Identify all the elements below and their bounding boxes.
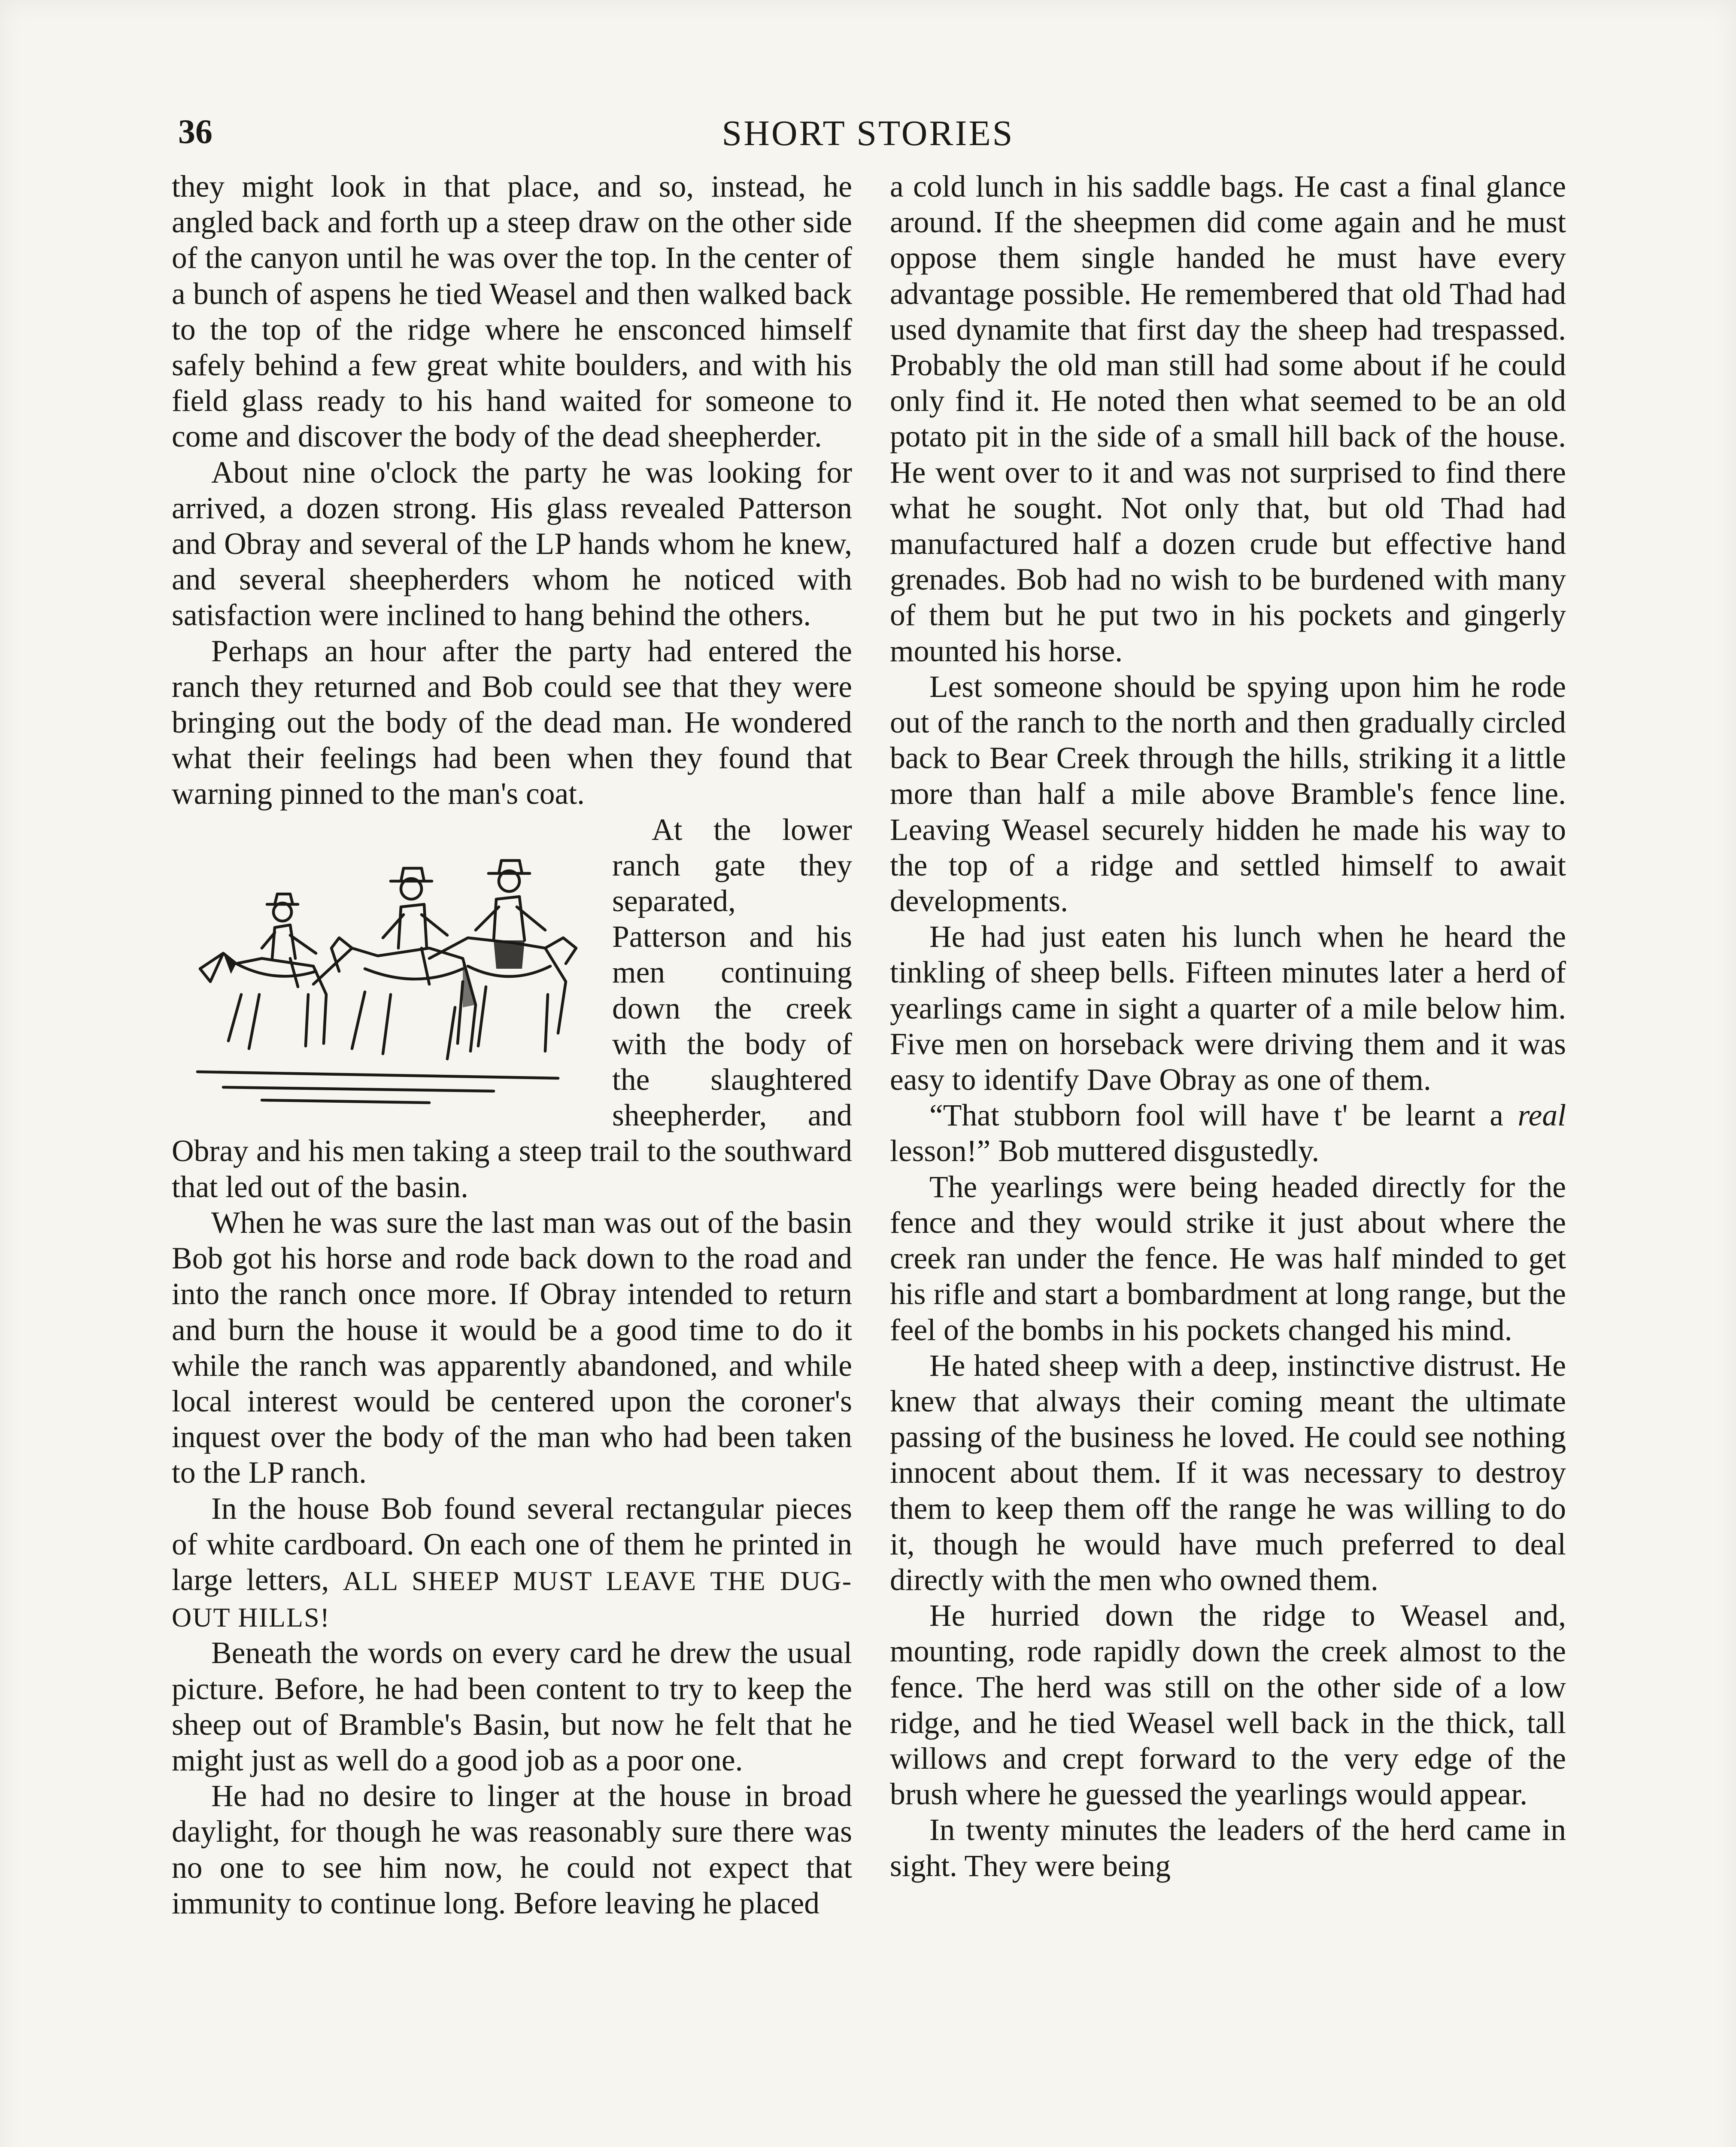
paragraph: Beneath the words on every card he drew the usual picture. Before, he had been content to try to keep the sheep out of Bramble's Basin, but now he felt that he might just as well do a good job as a poor one. [172, 1636, 852, 1777]
running-head: SHORT STORIES [722, 113, 1014, 153]
paragraph [172, 1491, 852, 1636]
paragraph: Lest someone should be spying upon him he rode out of the ranch to the north and then gradually circled back to Bear Creek through the hills, striking it a little more than half a mile above Bramble's fence line. Leaving Weasel securely hidden he made his way to the top of a ridge and settled himself to await developments. [890, 669, 1566, 918]
horsemen-illustration-icon [172, 814, 597, 1119]
paragraph: The yearlings were being headed directly for the fence and they would strike it just about where the creek ran under the fence. He was half minded to get his rifle and start a bombardment at long range, but the feel of the bombs in his pockets changed his mind. [890, 1170, 1566, 1347]
text-run: “That stubborn fool will have t' be learnt a [929, 1098, 1503, 1133]
paragraph: He had just eaten his lunch when he heard the tinkling of sheep bells. Fifteen minutes later a herd of yearlings came in sight a quarter of a mile below him. Five men on horseback were driving them and it was easy to identify Dave Obray as one of them. [890, 920, 1566, 1097]
paragraph: He hated sheep with a deep, instinctive distrust. He knew that always their coming meant the ultimate passing of the business he loved. He could see nothing innocent about them. If it was necessary to destroy them to keep them off the range he was willing to do it, though he would have much preferred to deal directly with the men who owned them. [890, 1348, 1566, 1597]
paragraph: He hurried down the ridge to Weasel and, mounting, rode rapidly down the creek almost to the fence. The herd was still on the other side of a low ridge, and he tied Weasel well back in the thick, tall willows and crept forward to the very edge of the brush where he guessed the yearlings would appear. [890, 1599, 1566, 1812]
emphasis: real [1517, 1098, 1566, 1133]
right-column [890, 169, 1566, 1884]
paragraph [890, 1098, 1566, 1169]
text-run: In the house Bob found several rectangular pieces of white cardboard. On each one of them he printed in large letters, [172, 1491, 852, 1597]
left-column [172, 169, 852, 1921]
paragraph: a cold lunch in his saddle bags. He cast a final glance around. If the sheepmen did come again and he must oppose them single handed he must have every advantage possible. He remembered that old Thad had used dynamite that first day the sheep had trespassed. Probably the old man still had some about if he could only find it. He noted then what seemed to be an old potato pit in the side of a small hill back of the house. He went over to it and was not surprised to find there what he sought. Not only that, but old Thad had manufactured half a dozen crude but effective hand grenades. Bob had no wish to be burdened with many of them but he put two in his pockets and gingerly mounted his horse. [890, 170, 1566, 668]
paragraph: About nine o'clock the party he was looking for arrived, a dozen strong. His glass revealed Patterson and Obray and several of the LP hands whom he knew, and several sheepherders whom he noticed with satisfaction were inclined to hang behind the others. [172, 455, 852, 633]
warning-sign-text: ALL SHEEP MUST LEAVE THE DUG-OUT HILLS! [172, 1565, 853, 1633]
paragraph: He had no desire to linger at the house in broad daylight, for though he was reasonably sure there was no one to see him now, he could not expect that immunity to continue long. Before leaving he placed [172, 1779, 852, 1920]
text-run: lesson!” Bob muttered disgustedly. [890, 1134, 1320, 1168]
page-number: 36 [178, 113, 212, 151]
paragraph: In twenty minutes the leaders of the herd came in sight. They were being [890, 1813, 1566, 1883]
paragraph: At the lower ranch gate they separated, Patterson and his men continuing down the creek with the body of the slaughtered sheepherder, and Obray and his men taking a steep trail to the southward that led out of the basin. [172, 812, 852, 1204]
paragraph: When he was sure the last man was out of the basin Bob got his horse and rode back down to the road and into the ranch once more. If Obray intended to return and burn the house it would be a good time to do it while the ranch was apparently abandoned, and while local interest would be centered upon the coroner's inquest over the body of the man who had been taken to the LP ranch. [172, 1205, 852, 1490]
paragraph: they might look in that place, and so, instead, he angled back and forth up a steep draw on the other side of the canyon until he was over the top. In the center of a bunch of aspens he tied Weasel and then walked back to the top of the ridge where he ensconced himself safely behind a few great white boulders, and with his field glass ready to his hand waited for someone to come and discover the body of the dead sheepherder. [172, 170, 852, 454]
paragraph: Perhaps an hour after the party had entered the ranch they returned and Bob could see that they were bringing out the body of the dead man. He wondered what their feelings had been when they found that warning pinned to the man's coat. [172, 634, 852, 811]
